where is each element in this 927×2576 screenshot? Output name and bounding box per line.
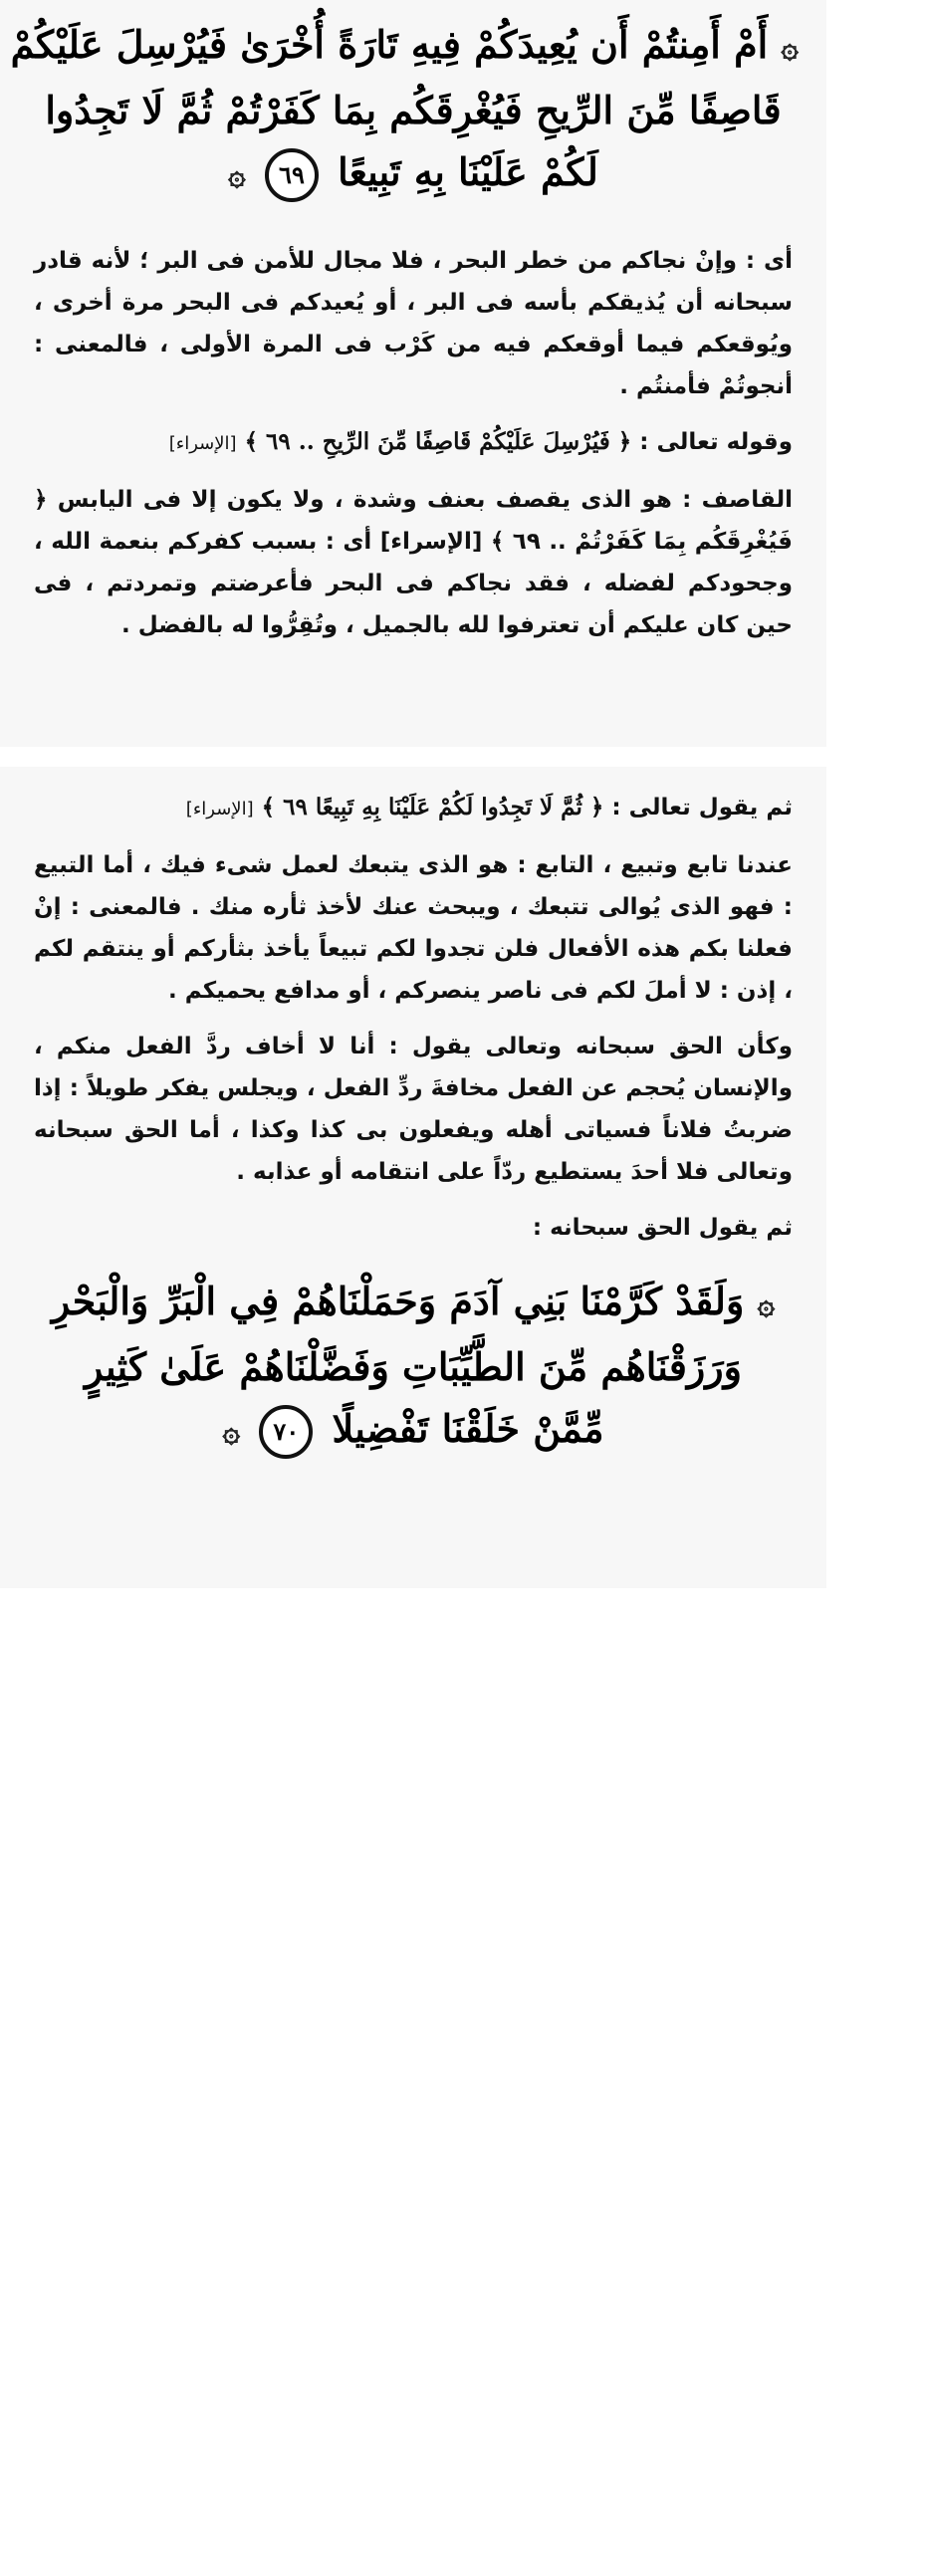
quran-verse-70 bbox=[28, 1271, 799, 1463]
verse-start-ornament-icon: ۞ bbox=[757, 1287, 776, 1322]
quote-paragraph bbox=[28, 421, 799, 465]
verse-end-ornament-icon: ۞ bbox=[222, 1414, 241, 1449]
verse-line: قَاصِفًا مِّنَ الرِّيحِ فَيُغْرِقَكُم بِمَا كَفَرْتُمْ ثُمَّ لَا تَجِدُوا bbox=[45, 87, 782, 132]
quran-quote: ﴿ فَيُرْسِلَ عَلَيْكُمْ قَاصِفًا مِّنَ الرِّيحِ .. ٦٩ ﴾ bbox=[244, 428, 632, 455]
quran-verse-69 bbox=[10, 0, 799, 206]
quran-quote: ﴿ ثُمَّ لَا تَجِدُوا لَكُمْ عَلَيْنَا بِهِ تَبِيعًا ٦٩ ﴾ bbox=[261, 794, 604, 820]
verse-line: وَرَزَقْنَاهُم مِّنَ الطَّيِّبَاتِ وَفَضَّلْنَاهُمْ عَلَىٰ كَثِيرٍ bbox=[85, 1343, 742, 1389]
verse-line: لَكُمْ عَلَيْنَا بِهِ تَبِيعًا bbox=[338, 148, 598, 194]
surah-reference: [الإسراء] bbox=[185, 799, 254, 820]
verse-end-ornament-icon: ۞ bbox=[228, 157, 246, 192]
quote-intro: وقوله تعالى : bbox=[639, 429, 793, 455]
ayah-number-badge: ٦٩ bbox=[265, 148, 319, 202]
commentary-paragraph: ثم يقول الحق سبحانه : bbox=[532, 1215, 793, 1241]
commentary-paragraph: عندنا تابع وتبيع ، التابع : هو الذى يتبعك لعمل شىء فيك ، أما التبيع : فهو الذى يُوالى تتبعك ، ويبحث عنك لأخذ ثأره منك . فالمعنى : إنْ فعلنا بكم هذه الأفعال فلن تجدوا لكم تبيعاً يأخذ بثأركم أو ينتقم لكم ، إذن : لا أملَ لكم فى ناصر ينصركم ، أو مدافع يحميكم . bbox=[34, 852, 793, 1004]
page-section-1 bbox=[0, 0, 826, 747]
ayah-number-badge: ٧٠ bbox=[259, 1405, 313, 1459]
quote-paragraph bbox=[28, 787, 799, 830]
verse-line: مِّمَّنْ خَلَقْنَا تَفْضِيلًا bbox=[332, 1405, 604, 1451]
commentary-paragraph: القاصف : هو الذى يقصف بعنف وشدة ، ولا يكون إلا فى اليابس ﴿ فَيُغْرِقَكُم بِمَا كَفَرْتُمْ .. ٦٩ ﴾ [الإسراء] أى : بسبب كفركم بنعمة الله ، وجحودكم لفضله ، فقد نجاكم فى البحر فأعرضتم وتمردتم ، فى حين كان عليكم أن تعترفوا لله بالجميل ، وتُقِرُّوا له بالفضل . bbox=[34, 487, 793, 638]
page-section-2 bbox=[0, 767, 826, 1588]
verse-line: أَمْ أَمِنتُمْ أَن يُعِيدَكُمْ فِيهِ تَارَةً أُخْرَىٰ فَيُرْسِلَ عَلَيْكُمْ bbox=[10, 22, 769, 67]
quote-intro: ثم يقول تعالى : bbox=[611, 795, 793, 820]
surah-reference: [الإسراء] bbox=[168, 433, 237, 454]
verse-start-ornament-icon: ۞ bbox=[781, 30, 799, 66]
commentary-paragraph: وكأن الحق سبحانه وتعالى يقول : أنا لا أخاف ردَّ الفعل منكم ، والإنسان يُحجم عن الفعل مخافةَ ردِّ الفعل ، ويجلس يفكر طويلاً : إذا ضربتُ فلاناً فسياتى أهله ويفعلون بى كذا وكذا ، أما الحق سبحانه وتعالى فلا أحدَ يستطيع ردّاً على انتقامه أو عذابه . bbox=[34, 1034, 793, 1185]
commentary-paragraph: أى : وإنْ نجاكم من خطر البحر ، فلا مجال للأمن فى البر ؛ لأنه قادر سبحانه أن يُذيقكم بأسه فى البر ، أو يُعيدكم فى البحر مرة أخرى ، ويُوقعكم فيما أوقعكم فيه من كَرْب فى المرة الأولى ، فالمعنى : أنجوتُمْ فأمنتُم . bbox=[34, 248, 793, 399]
verse-line: وَلَقَدْ كَرَّمْنَا بَنِي آدَمَ وَحَمَلْنَاهُمْ فِي الْبَرِّ وَالْبَحْرِ bbox=[51, 1279, 745, 1323]
